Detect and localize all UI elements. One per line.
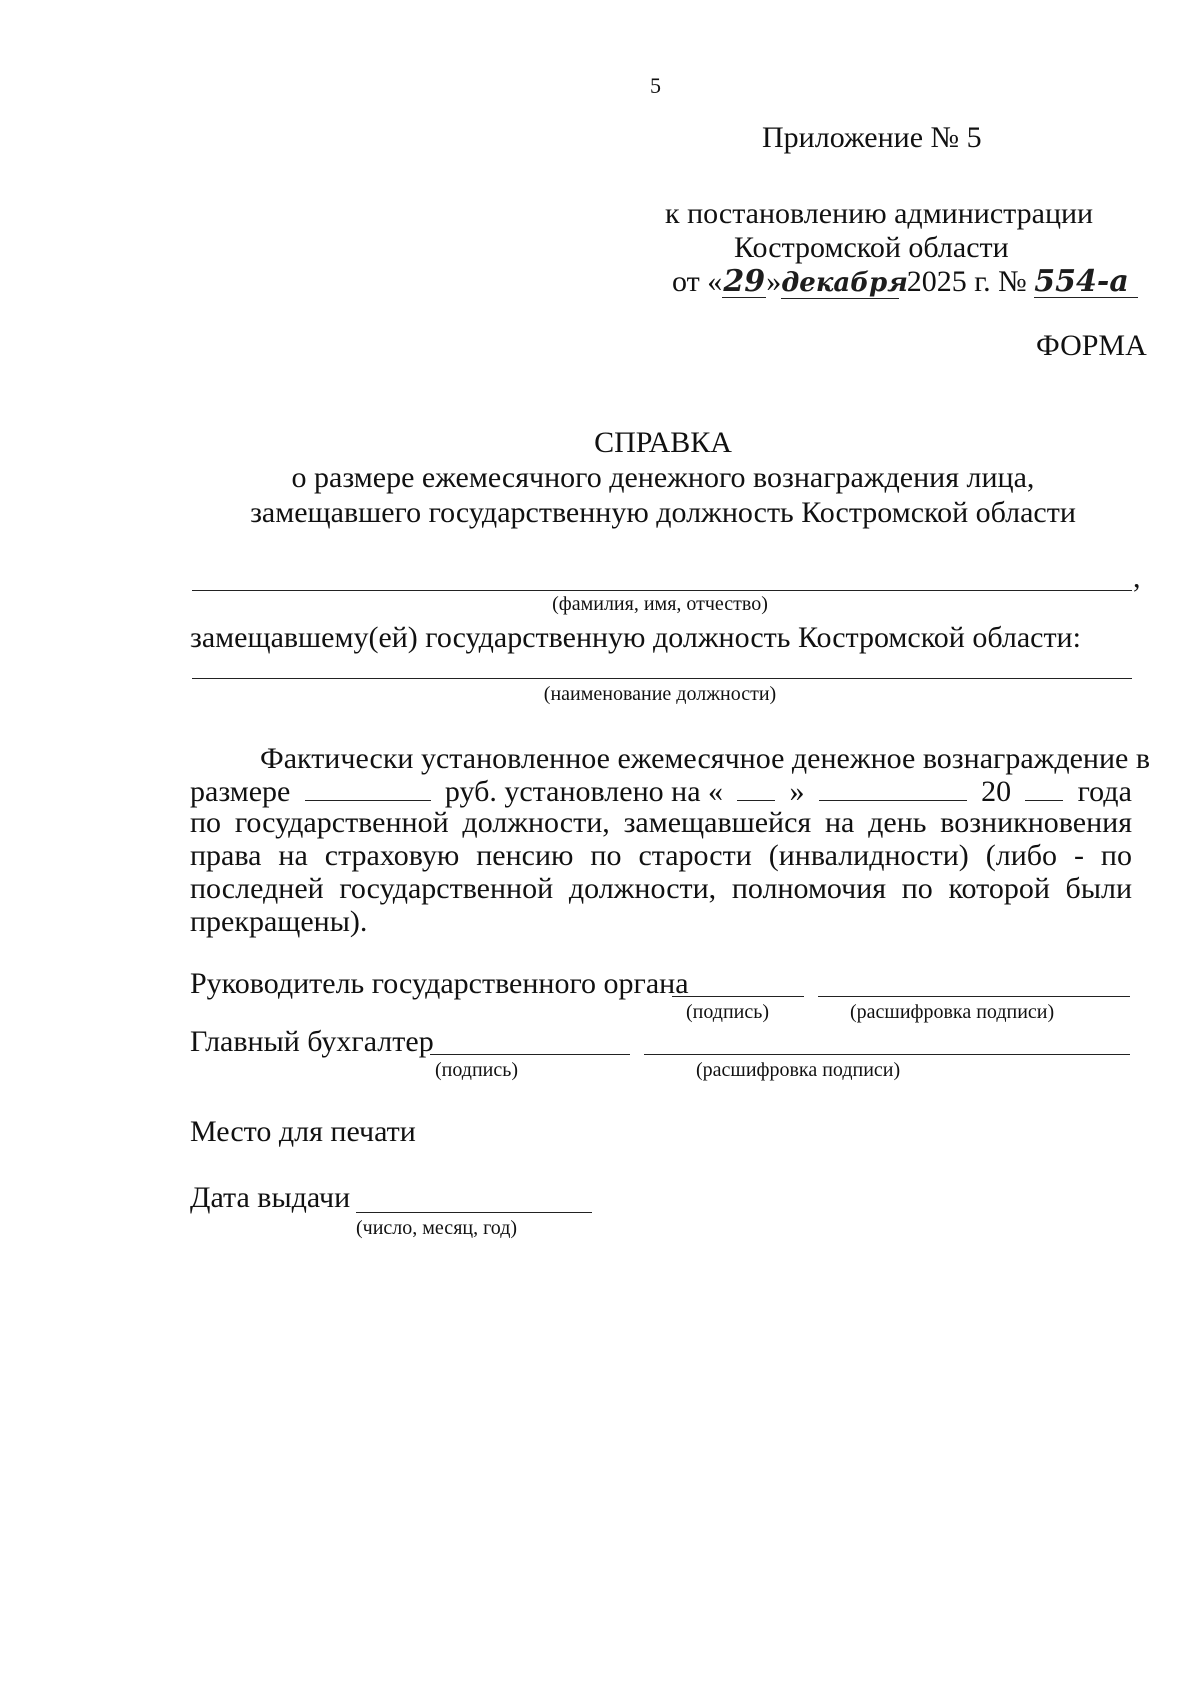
resolution-date-line (672, 264, 1138, 300)
accountant-signature-line[interactable] (430, 1054, 630, 1055)
date-day-handwritten: 29 (723, 264, 766, 299)
accountant-decode-line[interactable] (644, 1054, 1130, 1055)
paragraph-line2 (190, 774, 1132, 810)
accountant-signature-caption: (подпись) (435, 1059, 519, 1081)
month-blank[interactable] (819, 776, 967, 801)
position-intro: замещавшему(ей) государственную должность Костромской области: (190, 621, 1081, 654)
accountant-decode-caption: (расшифровка подписи) (696, 1059, 901, 1081)
issue-date-label: Дата выдачи (190, 1181, 351, 1214)
amount-blank[interactable] (305, 776, 431, 801)
resolution-number-handwritten: 554-а (1034, 267, 1138, 298)
head-label: Руководитель государственного органа (190, 967, 689, 1000)
appendix-label: Приложение № 5 (762, 121, 982, 154)
head-decode-caption: (расшифровка подписи) (850, 1001, 1055, 1023)
form-label: ФОРМА (1036, 329, 1147, 362)
day-blank[interactable] (737, 776, 775, 801)
issue-date-line[interactable] (356, 1212, 592, 1213)
text-year-prefix: 20 (981, 775, 1012, 808)
document-subtitle-line2: замещавшего государственную должность Костромской области (250, 496, 1076, 529)
accountant-label: Главный бухгалтер (190, 1025, 434, 1058)
text-razmere: размере (190, 775, 291, 808)
paragraph-rest: по государственной должности, замещавшейся на день возникновения права на страховую пенсию по старости (инвалидности) (либо - по последней государственной должности, полномочия по которой были прекращены). (190, 806, 1132, 938)
fio-caption: (фамилия, имя, отчество) (552, 593, 768, 615)
paragraph-line1: Фактически установленное ежемесячное денежное вознаграждение в (260, 742, 1151, 775)
head-decode-line[interactable] (818, 996, 1130, 997)
issue-date-caption: (число, месяц, год) (356, 1217, 518, 1239)
page-number: 5 (650, 73, 661, 98)
date-year: 2025 г. № (906, 265, 1027, 298)
position-field-line[interactable] (192, 678, 1132, 679)
document-subtitle-line1: о размере ежемесячного денежного вознаграждения лица, (291, 461, 1035, 494)
text-goda: года (1077, 775, 1132, 808)
document-title: СПРАВКА (594, 426, 732, 459)
resolution-line1: к постановлению администрации (665, 197, 1094, 230)
year-blank[interactable] (1025, 776, 1063, 801)
fio-comma: , (1133, 561, 1141, 594)
text-quote-close: » (789, 775, 805, 808)
fio-field-line[interactable] (192, 590, 1132, 591)
position-caption: (наименование должности) (543, 683, 777, 705)
resolution-line2: Костромской области (734, 231, 1009, 264)
date-prefix: от « (672, 265, 723, 298)
date-mid: » (766, 265, 782, 298)
head-signature-caption: (подпись) (686, 1001, 770, 1023)
head-signature-line[interactable] (672, 996, 804, 997)
seal-place: Место для печати (190, 1115, 416, 1148)
text-rub-ustanovleno: руб. установлено на « (444, 775, 724, 808)
date-month-handwritten: декабря (781, 268, 908, 298)
